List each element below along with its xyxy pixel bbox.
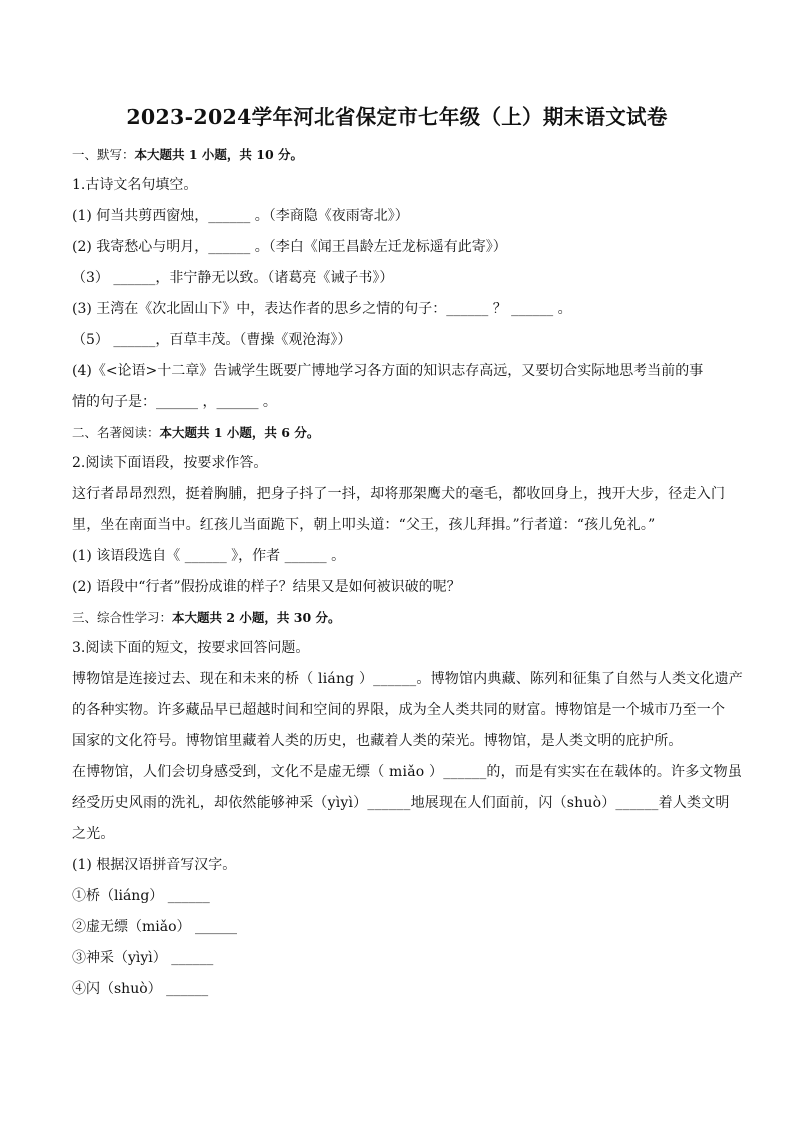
section-desc: 本大题共 1 小题，共 6 分。 [159, 425, 320, 440]
question-item: (4)《<论语>十二章》告诫学生既要广博地学习各方面的知识志存高远，又要切合实际地思考当前的事 [72, 363, 704, 379]
passage-line: 国家的文化符号。博物馆里藏着人类的历史，也藏着人类的荣光。博物馆，是人类文明的庇护所。 [72, 733, 683, 749]
answer-line: ④闪（shuò） ______ [72, 981, 209, 997]
section-label: 三、综合性学习： [72, 610, 173, 625]
section-label: 二、名著阅读： [72, 425, 160, 440]
passage-line: 之光。 [72, 826, 115, 842]
reading-passage-3 [72, 664, 743, 850]
question-stem-2: 2.阅读下面语段，按要求作答。 [72, 455, 268, 471]
answer-line: ②虚无缥（miǎo） ______ [72, 919, 237, 935]
question-stem-3: 3.阅读下面的短文，按要求回答问题。 [72, 640, 310, 656]
passage-line: 博物馆是连接过去、现在和未来的桥（ liáng ）______。博物馆内典藏、陈列和征集了自然与人类文化遗产 [72, 671, 743, 687]
section-desc: 本大题共 1 小题，共 10 分。 [134, 147, 304, 162]
passage-line: 在博物馆，人们会切身感受到，文化不是虚无缥（ miǎo ）______的，而是有实实在在载体的。许多文物虽 [72, 764, 743, 780]
question-stem-1: 1.古诗文名句填空。 [72, 177, 198, 193]
section-desc: 本大题共 2 小题，共 30 分。 [172, 610, 341, 625]
question-item: (1) 根据汉语拼音写汉字。 [72, 857, 237, 873]
passage-line: 里，坐在南面当中。红孩儿当面跪下，朝上叩头道：“父王，孩儿拜揖。”行者道：“孩儿免礼。” [72, 517, 656, 533]
passage-line: 经受历史风雨的洗礼，却依然能够神采（yìyì）______地展现在人们面前，闪（shuò）______着人类文明 [72, 795, 730, 811]
section-label: 一、默写： [72, 147, 135, 162]
answer-line: ①桥（liáng） ______ [72, 888, 210, 904]
page-title: 2023-2024学年河北省保定市七年级（上）期末语文试卷 [126, 105, 668, 129]
question-item: （5） ______，百草丰茂。（曹操《观沧海》） [72, 332, 352, 348]
question-item: (1) 何当共剪西窗烛，______ 。（李商隐《夜雨寄北》） [72, 208, 409, 224]
section-heading-2 [72, 418, 722, 448]
question-item: (2) 语段中“行者”假扮成谁的样子？结果又是如何被识破的呢？ [72, 579, 461, 595]
answer-line: ③神采（yìyì） ______ [72, 950, 214, 966]
section-heading-1 [72, 140, 722, 170]
question-item: 情的句子是：______ ，______ 。 [72, 394, 277, 410]
question-item: (1) 该语段选自《 ______ 》，作者 ______ 。 [72, 548, 346, 564]
question-item: (2) 我寄愁心与明月，______ 。（李白《闻王昌龄左迁龙标遥有此寄》） [72, 239, 507, 255]
question-item: (3) 王湾在《次北固山下》中，表达作者的思乡之情的句子：______ ？ ______ 。 [72, 301, 572, 317]
question-item: （3） ______，非宁静无以致。（诸葛亮《诫子书》） [72, 270, 394, 286]
passage-line: 的各种实物。许多藏品早已超越时间和空间的界限，成为全人类共同的财富。博物馆是一个城市乃至一个 [72, 702, 726, 718]
section-heading-3 [72, 603, 722, 633]
reading-passage-2 [72, 479, 726, 541]
passage-line: 这行者昂昂烈烈，挺着胸脯，把身子抖了一抖，却将那架鹰犬的毫毛，都收回身上，拽开大步，径走入门 [72, 486, 726, 502]
